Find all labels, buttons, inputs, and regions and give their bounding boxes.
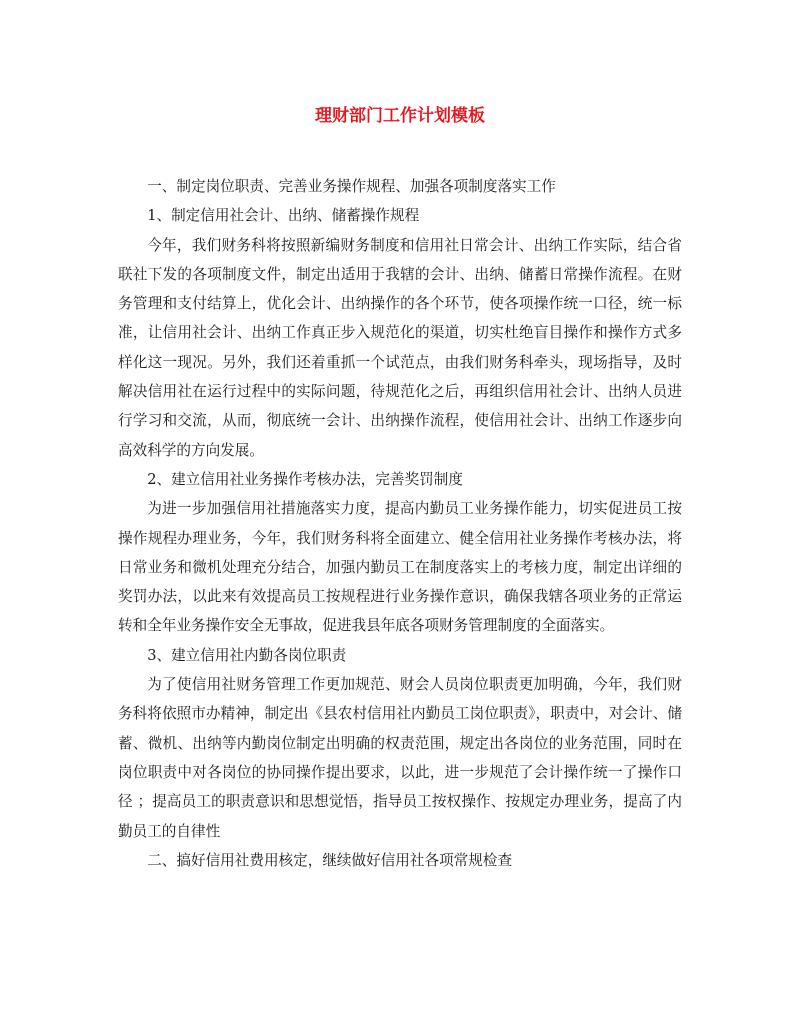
section-heading: 二、搞好信用社费用核定，继续做好信用社各项常规检查 — [147, 851, 513, 869]
subsection-heading: 3、建立信用社内勤各岗位职责 — [147, 646, 347, 664]
body-paragraph: 为了使信用社财务管理工作更加规范、财会人员岗位职责更加明确，今年，我们财务科将依照市办精神，制定出《县农村信用社内勤员工岗位职责》，职责中，对会计、储蓄、微机、出纳等内勤岗位制定出明确的权责范围，规定出各岗位的业务范围，同时在岗位职责中对各岗位的协同操作提出要求，以此，进一步规范了会计操作统一了操作口径 ；提高员工的职责意识和思想觉悟，指导员工按权操作、按规定办理业务，提高了内勤员工的自律性 — [118, 676, 682, 840]
body-paragraph: 为进一步加强信用社措施落实力度，提高内勤员工业务操作能力，切实促进员工按操作规程办理业务，今年，我们财务科将全面建立、健全信用社业务操作考核办法，将日常业务和微机处理充分结合，加强内勤员工在制度落实上的考核力度，制定出详细的奖罚办法，以此来有效提高员工按规程进行业务操作意识，确保我辖各项业务的正常运转和全年业务操作安全无事故，促进我县年底各项财务管理制度的全面落实。 — [118, 500, 682, 635]
document-title: 理财部门工作计划模板 — [315, 106, 485, 126]
subsection-heading: 2、建立信用社业务操作考核办法，完善奖罚制度 — [147, 470, 463, 488]
subsection-heading: 1、制定信用社会计、出纳、储蓄操作规程 — [147, 207, 420, 225]
body-paragraph: 今年，我们财务科将按照新编财务制度和信用社日常会计、出纳工作实际，结合省联社下发的各项制度文件，制定出适用于我辖的会计、出纳、储蓄日常操作流程。在财务管理和支付结算上，优化会计、出纳操作的各个环节，使各项操作统一口径，统一标准，让信用社会计、出纳工作真正步入规范化的渠道，切实杜绝盲目操作和操作方式多样化这一现况。另外，我们还着重抓一个试范点，由我们财务科牵头，现场指导，及时解决信用社在运行过程中的实际问题，待规范化之后，再组织信用社会计、出纳人员进行学习和交流，从而，彻底统一会计、出纳操作流程，使信用社会计、出纳工作逐步向高效科学的方向发展。 — [118, 236, 682, 459]
document-body — [118, 172, 682, 875]
section-heading: 一、制定岗位职责、完善业务操作规程、加强各项制度落实工作 — [147, 178, 556, 195]
